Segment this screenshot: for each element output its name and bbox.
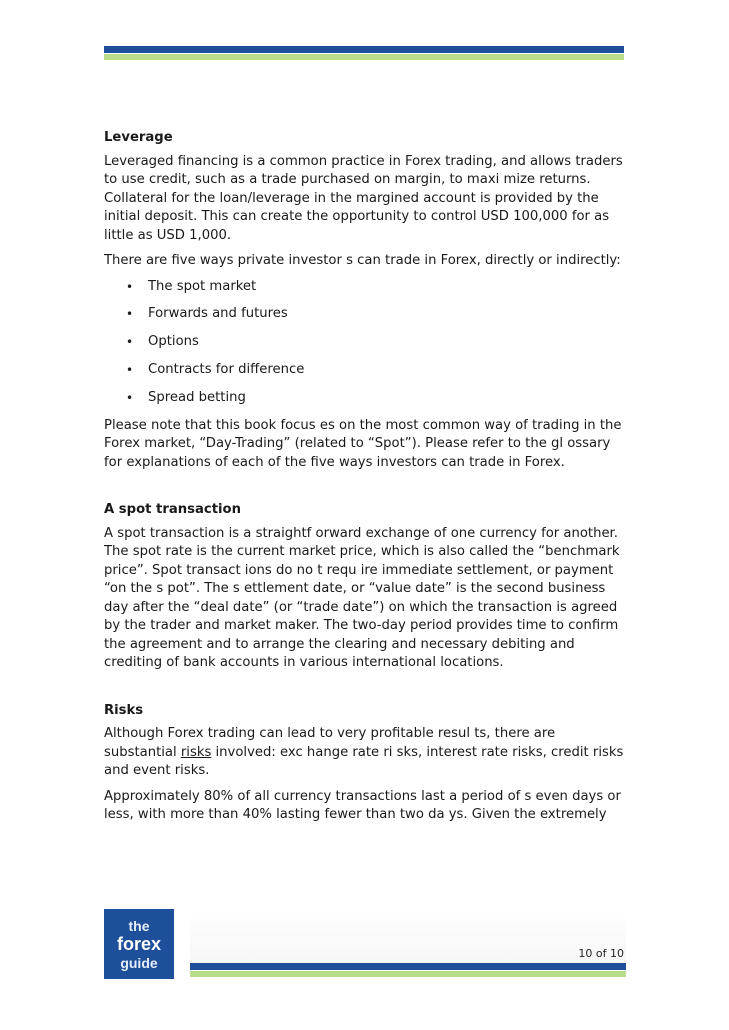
bullet-icon: • [126,391,134,406]
leverage-paragraph-1: Leveraged financing is a common practice in Forex trading, and allows traders to use credit, such as a trade purchased on margin, to maxi mize returns. Collateral for the loan/leverage in the margined account is provided by the initial deposit. This can create the opportunity to control USD 100,000 for as little as USD 1,000. [104,153,623,243]
leverage-paragraph-3: Please note that this book focus es on the most common way of trading in the Forex market, “Day-Trading” (related to “Spot”). Please refer to the gl ossary for explanations of each of the five ways investors can trade in Forex. [104,417,622,470]
page-number: 10 of 10 [578,947,624,960]
risks-text-start: Although Forex trading can lead to very profitable resul ts, there are substantial [104,726,556,760]
risks-text-end: involved: exc hange rate ri sks, interest rate risks, credit risks and event risks. [104,744,624,779]
leverage-paragraph-2: There are five ways private investor s can trade in Forex, directly or indirectly: [104,253,621,268]
bullet-icon: • [126,279,134,294]
footer-rule-blue [190,963,626,970]
list-item-text: The spot market [148,278,257,294]
list-item [104,278,626,297]
list-item-text: Options [148,334,199,350]
bullet-icon: • [126,307,134,322]
footer-rule-green [190,971,626,977]
list-item [104,333,626,352]
list-item-text: Contracts for difference [148,362,305,378]
header-rule-blue [104,46,624,53]
footer-band [190,909,626,967]
trading-ways-list [104,278,626,408]
list-item [104,389,626,408]
risks-paragraph-2: Approximately 80% of all currency transactions last a period of s even days or less, with more than 40% lasting fewer than two da ys. Given the extremely [104,788,621,823]
bullet-icon: • [126,363,134,378]
bullet-icon: • [126,335,134,350]
risks-link[interactable]: risks [180,744,212,760]
list-item [104,361,626,380]
risks-paragraph-1 [104,725,626,781]
header-rule-green [104,54,624,60]
document-body [104,129,626,832]
forex-guide-logo: the forex guide [104,909,174,979]
list-item-text: Forwards and futures [148,306,288,322]
section-heading-leverage: Leverage [104,130,173,145]
spot-paragraph-1: A spot transaction is a straightf orward exchange of one currency for another. The spot rate is the current market price, which is also called the “benchmark price”. Spot transact ions do no t requ ire immediate settlement, or payment “on the s pot”. The s ettlement date, or “value date” is the second business day after the “deal date” (or “trade date”) on which the transaction is agreed by the trader and market maker. The two-day period provides time to confirm the agreement and to arrange the clearing and necessary debiting and crediting of bank accounts in various international locations. [104,525,620,671]
list-item-text: Spread betting [148,390,246,406]
list-item [104,305,626,324]
section-heading-risks: Risks [104,702,144,718]
section-heading-spot: A spot transaction [104,502,241,518]
